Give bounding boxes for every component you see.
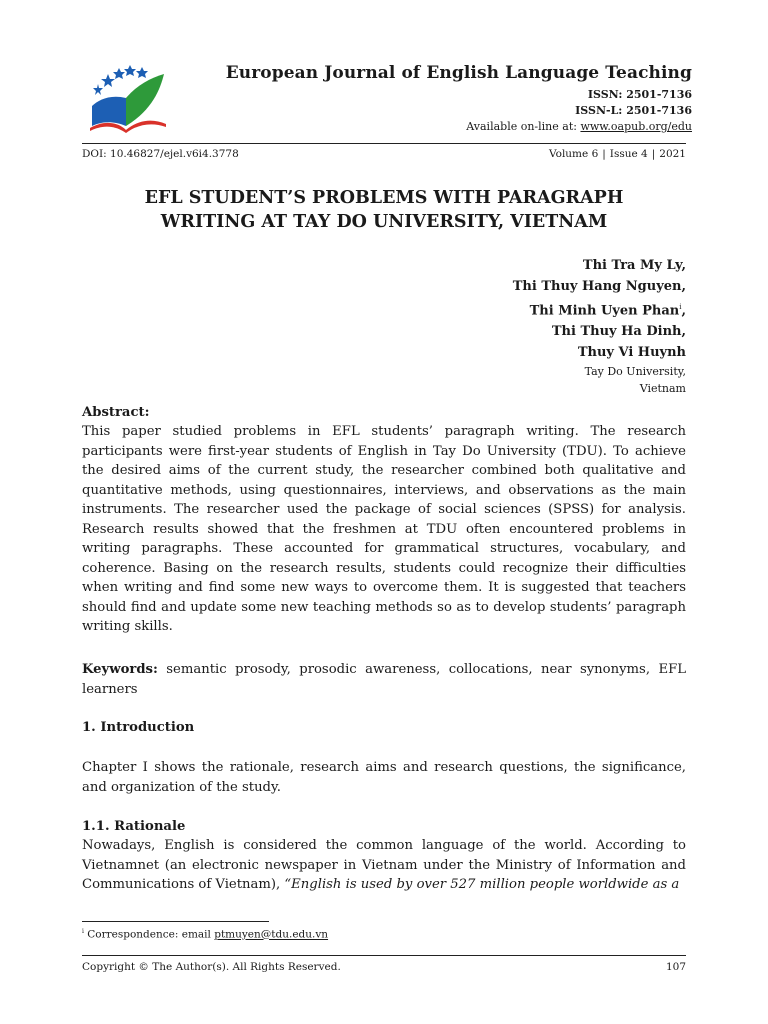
copyright: Copyright © The Author(s). All Rights Reserved. [82, 961, 341, 973]
issn-l: ISSN-L: 2501-7136 [575, 104, 692, 117]
keywords [82, 660, 686, 699]
keywords-text: semantic prosody, prosodic awareness, collocations, near synonyms, EFL learners [82, 662, 686, 697]
footnote-marker: i [82, 928, 84, 935]
rationale-text [82, 836, 686, 895]
year: 2021 [659, 148, 686, 160]
star-icon [136, 67, 148, 78]
star-icon [93, 84, 103, 95]
doi: DOI: 10.46827/ejel.v6i4.3778 [82, 148, 239, 160]
star-icon [124, 65, 136, 76]
affiliation-university: Tay Do University, [584, 365, 686, 379]
footer-divider [82, 955, 686, 956]
issn: ISSN: 2501-7136 [587, 88, 692, 101]
volume: Volume 6 [549, 148, 599, 160]
abstract-text: This paper studied problems in EFL students’ paragraph writing. The research participants were first-year students of English in Tay Do University (TDU). To achieve the desired aims of the current study, the researcher combined both qualitative and quantitative methods, using questionnaires, interviews, and observations as the main instruments. The researcher used the package of social sciences (SPSS) for analysis. Research results showed that the freshmen at TDU often encountered problems in writing paragraphs. These accounted for grammatical structures, vocabulary, and coherence. Basing on the research results, students could recognize their difficulties when writing and find some new ways to overcome them. It is suggested that teachers should find and update some new teaching methods so as to develop students’ paragraph writing skills. [82, 424, 686, 634]
title-line-1: EFL STUDENT’S PROBLEMS WITH PARAGRAPH [144, 188, 624, 208]
star-icon [113, 68, 125, 79]
footnote-divider [82, 921, 269, 922]
journal-logo [84, 60, 168, 134]
journal-url-link[interactable]: www.oapub.org/edu [580, 120, 692, 133]
abstract-heading: Abstract: [82, 405, 150, 420]
separator: | [602, 148, 606, 160]
author-name: Thi Minh Uyen Phan [529, 303, 680, 319]
availability-line [226, 119, 692, 135]
affiliation-country: Vietnam [639, 382, 686, 396]
page-footer [82, 961, 686, 973]
footnote [82, 928, 328, 941]
separator: | [651, 148, 656, 160]
footnote-text: Correspondence: email [83, 928, 215, 941]
article-title [82, 186, 686, 234]
rationale-paragraph: Nowadays, English is considered the common language of the world. According to Vietnamnet (an electronic newspaper in Vietnam under the Ministry of Information and Communications of Vietnam), [82, 838, 686, 892]
title-line-2: WRITING AT TAY DO UNIVERSITY, VIETNAM [160, 212, 608, 232]
author-name: Thuy Vi Huynh [577, 345, 686, 361]
author-name: Thi Thuy Hang Nguyen, [512, 279, 686, 294]
correspondence-email-link[interactable]: ptmuyen@tdu.edu.vn [214, 928, 329, 941]
author-name-corresponding [513, 297, 686, 321]
available-prefix: Available on-line at: [466, 120, 581, 133]
star-icon [101, 74, 115, 87]
section-heading-introduction: 1. Introduction [82, 720, 195, 735]
footnote-marker[interactable]: i [679, 303, 682, 311]
author-list [513, 255, 686, 397]
page-number: 107 [665, 961, 686, 973]
section-heading-rationale: 1.1. Rationale [82, 819, 186, 834]
rationale-quote: “English is used by over 527 million people worldwide as a [284, 877, 680, 892]
issue: Issue 4 [609, 148, 648, 160]
book-left-page-icon [92, 97, 126, 126]
doi-line [82, 148, 686, 160]
header-divider [82, 143, 686, 144]
author-name: Thi Tra My Ly, [582, 258, 686, 273]
journal-header [226, 63, 692, 135]
volume-issue-year [549, 148, 686, 160]
journal-title: European Journal of English Language Teaching [225, 63, 692, 83]
author-name: Thi Thuy Ha Dinh, [551, 324, 686, 340]
introduction-text: Chapter I shows the rationale, research aims and research questions, the significance, and organization of the study. [82, 760, 686, 795]
comma: , [681, 303, 686, 319]
keywords-label: Keywords: [82, 662, 158, 677]
book-right-page-icon [126, 74, 164, 126]
